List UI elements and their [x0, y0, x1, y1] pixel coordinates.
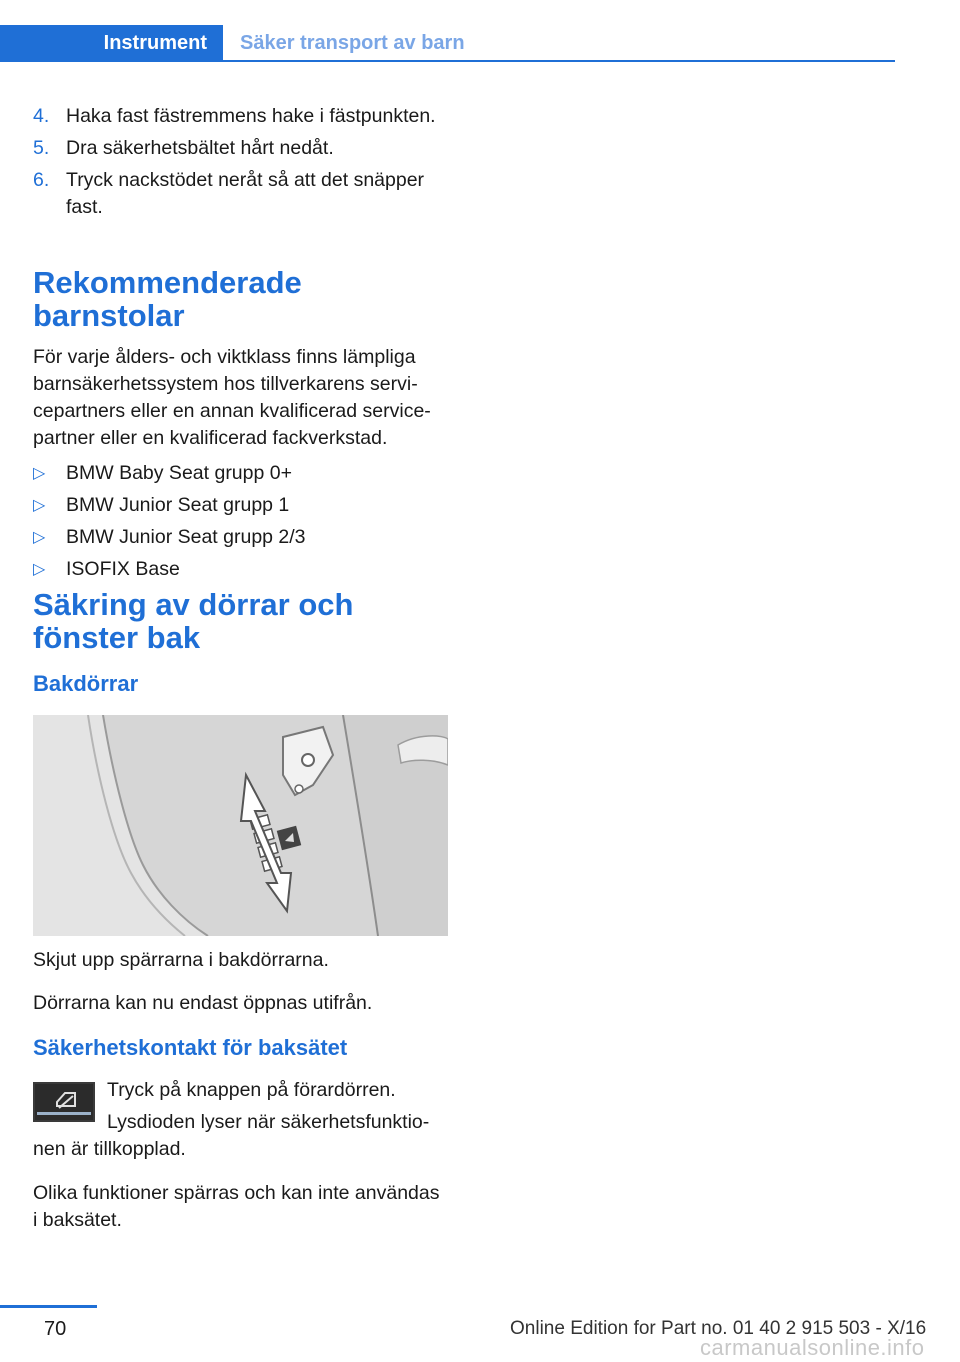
body-text: Lysdioden lyser när säkerhetsfunktio- nen är tillkopplad. [33, 1111, 430, 1160]
list-item [33, 524, 448, 551]
section-title: Säkring av dörrar och fönster bak [33, 587, 354, 655]
footer-divider [0, 1305, 97, 1308]
bullet-text: BMW Baby Seat grupp 0+ [66, 462, 292, 484]
list-item [33, 492, 448, 519]
header-divider [0, 60, 895, 62]
watermark-text: carmanualsonline.info [700, 1335, 925, 1360]
step-number: 5. [33, 137, 50, 159]
list-item [33, 135, 448, 162]
step-text: Dra säkerhetsbältet hårt nedåt. [66, 137, 334, 159]
step-number: 4. [33, 105, 50, 127]
bullet-text: BMW Junior Seat grupp 1 [66, 494, 290, 516]
tab-instrument[interactable]: Instrument [0, 25, 223, 62]
steps-list [33, 103, 448, 226]
triangle-bullet-icon: ▷ [33, 465, 46, 482]
tab-child-safety[interactable]: Säker transport av barn [240, 32, 465, 54]
bullet-text: BMW Junior Seat grupp 2/3 [66, 526, 306, 548]
list-item [33, 460, 448, 487]
body-text: Olika funktioner spärras och kan inte användas i baksätet. [33, 1182, 440, 1231]
section-recommended-seats [33, 266, 448, 588]
bullet-text: ISOFIX Base [66, 558, 180, 580]
page-header [0, 0, 960, 62]
step-text: Haka fast fästremmens hake i fästpunkten. [66, 105, 436, 127]
step-text: Tryck nackstödet neråt så att det snäpper fast. [66, 169, 425, 218]
list-item [33, 167, 448, 221]
body-text: Tryck på knappen på förardörren. [107, 1079, 396, 1101]
list-item [33, 556, 448, 583]
edition-text: Online Edition for Part no. 01 40 2 915 503 - X/16 [510, 1318, 927, 1339]
subsection-title: Bakdörrar [33, 671, 139, 696]
subsection-title: Säkerhetskontakt för baksätet [33, 1035, 348, 1060]
rear-functions-note [33, 1180, 448, 1234]
section-title: Rekommenderade barnstolar [33, 265, 302, 333]
section-body: För varje ålders- och viktklass finns lämpliga barnsäkerhetssystem hos tillverkarens servi- cepartners eller en annan kvalificerad service- partner eller en kvalificerad fackverkstad. [33, 346, 431, 449]
caption-text: Skjut upp spärrarna i bakdörrarna. [33, 949, 329, 971]
caption-text: Dörrarna kan nu endast öppnas utifrån. [33, 992, 373, 1014]
door-lock-illustration [33, 715, 448, 936]
triangle-bullet-icon: ▷ [33, 529, 46, 546]
list-item [33, 103, 448, 130]
section-door-lock [33, 588, 448, 698]
triangle-bullet-icon: ▷ [33, 561, 46, 578]
button-description [107, 1077, 448, 1104]
figure-captions [33, 947, 448, 1062]
led-description [33, 1109, 448, 1163]
step-number: 6. [33, 169, 50, 191]
triangle-bullet-icon: ▷ [33, 497, 46, 514]
page-number: 70 [44, 1318, 67, 1340]
